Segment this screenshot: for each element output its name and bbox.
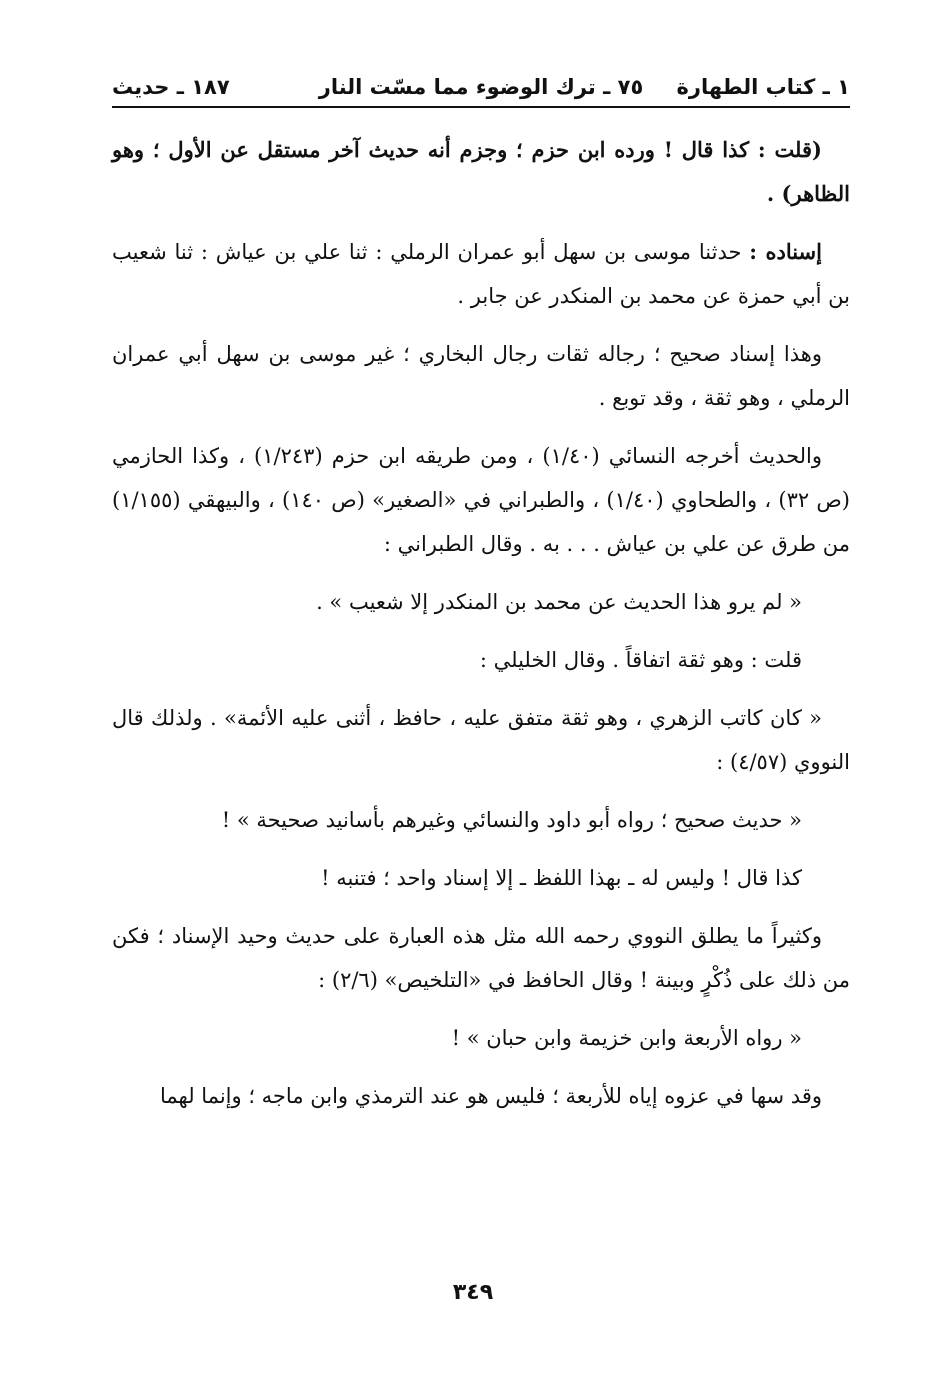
paragraph-text: (قلت : كذا قال ! ورده ابن حزم ؛ وجزم أنه حديث آخر مستقل عن الأول ؛ وهو الظاهر) . (112, 137, 850, 206)
paragraph-isnad (112, 230, 850, 318)
running-header (112, 72, 850, 108)
paragraph-khalili (112, 638, 850, 682)
page-number: ٣٤٩ (452, 1280, 494, 1305)
paragraph-text: « حديث صحيح ؛ رواه أبو داود والنسائي وغيرهم بأسانيد صحيحة » ! (221, 808, 802, 832)
header-section: ٧٥ ـ ترك الوضوء مما مسّت النار (318, 75, 644, 99)
paragraph-text: حدثنا موسى بن سهل أبو عمران الرملي : ثنا علي بن عياش : ثنا شعيب بن أبي حمزة عن محمد بن المنكدر عن جابر . (112, 240, 850, 308)
header-chapter: ١ ـ كتاب الطهارة (676, 75, 850, 99)
paragraph-continuation (112, 1074, 850, 1118)
quote-nawawi (112, 798, 850, 842)
paragraph-text: « كان كاتب الزهري ، وهو ثقة متفق عليه ، حافظ ، أثنى عليه الأئمة» . ولذلك قال النووي (٤/٥٧) : (112, 706, 850, 774)
paragraph-text: « لم يرو هذا الحديث عن محمد بن المنكدر إلا شعيب » . (316, 590, 802, 614)
paragraph-note (112, 128, 850, 216)
body-text (112, 128, 850, 1132)
paragraph-takhrij (112, 434, 850, 566)
paragraph-text: كذا قال ! وليس له ـ بهذا اللفظ ـ إلا إسناد واحد ؛ فتنبه ! (321, 866, 802, 890)
paragraph-text: والحديث أخرجه النسائي (١/٤٠) ، ومن طريقه ابن حزم (١/٢٤٣) ، وكذا الحازمي (ص ٣٢) ، والطحاوي (١/٤٠) ، والطبراني في «الصغير» (ص ١٤٠) ، والبيهقي (١/١٥٥) من طرق عن علي بن عياش . . . به . وقال الطبراني : (112, 444, 850, 556)
paragraph-nawawi-habit (112, 914, 850, 1002)
quote-talkhis (112, 1016, 850, 1060)
paragraph-grading (112, 332, 850, 420)
paragraph-text: وقد سها في عزوه إياه للأربعة ؛ فليس هو عند الترمذي وابن ماجه ؛ وإنما لهما (160, 1084, 822, 1108)
paragraph-remark (112, 856, 850, 900)
paragraph-text: « رواه الأربعة وابن خزيمة وابن حبان » ! (451, 1026, 802, 1050)
paragraph-text: وكثيراً ما يطلق النووي رحمه الله مثل هذه العبارة على حديث وحيد الإسناد ؛ فكن من ذلك على ذُكْرٍ وبينة ! وقال الحافظ في «التلخيص» (٢/٦) : (112, 924, 850, 992)
isnad-label: إسناده : (749, 239, 822, 264)
header-hadith-number: ١٨٧ ـ حديث (112, 75, 230, 99)
paragraph-text: قلت : وهو ثقة اتفاقاً . وقال الخليلي : (479, 648, 802, 672)
quote-khalili (112, 696, 850, 784)
paragraph-text: وهذا إسناد صحيح ؛ رجاله ثقات رجال البخاري ؛ غير موسى بن سهل أبي عمران الرملي ، وهو ثقة ، وقد توبع . (112, 342, 850, 410)
quote-tabarani (112, 580, 850, 624)
